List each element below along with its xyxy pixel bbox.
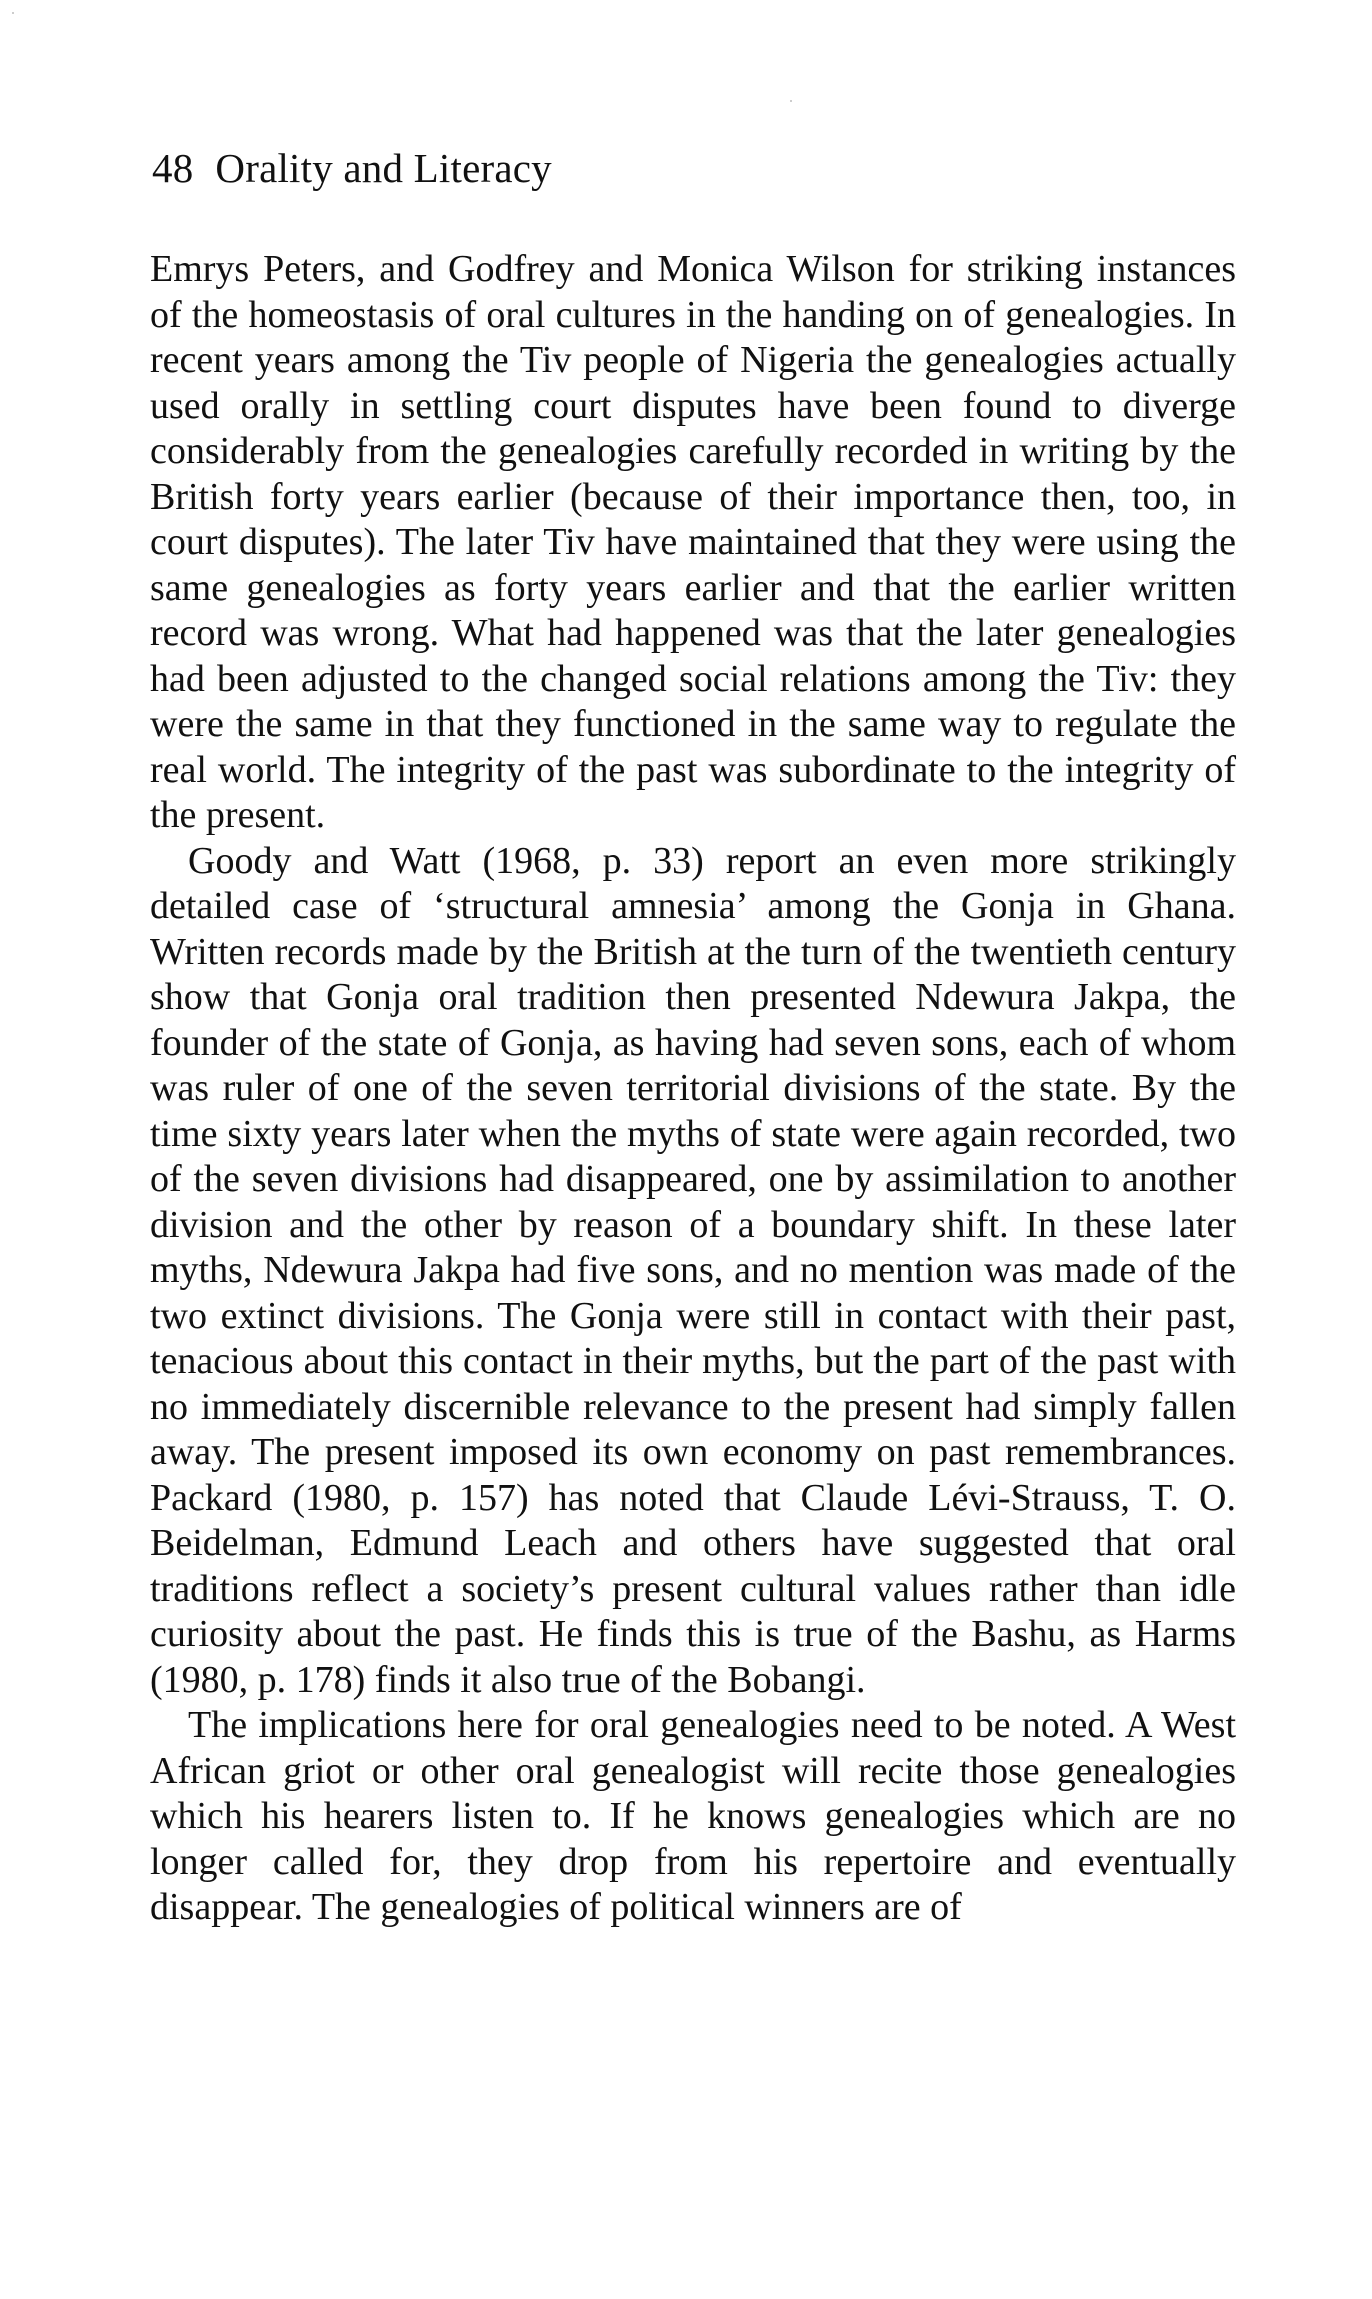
page-number: 48 bbox=[152, 145, 194, 191]
paragraph-3: The implications here for oral genealogies need to be noted. A West African griot or other oral genealogist will recite those genealogies which his hearers listen to. If he knows genealogies which are no longer called for, they drop from his repertoire and eventually disappear. The genealogies of political winners are of bbox=[150, 1704, 1236, 1928]
scan-speck bbox=[790, 100, 792, 102]
scan-speck bbox=[12, 12, 14, 14]
running-title: Orality and Literacy bbox=[215, 145, 552, 191]
paragraph-1: Emrys Peters, and Godfrey and Monica Wilson for striking instances of the homeostasis of oral cultures in the handing on of genealogies. In recent years among the Tiv people of Nigeria the genealogies actually used orally in settling court disputes have been found to diverge considerably from the genealogies carefully recorded in writing by the British forty years earlier (because of their importance then, too, in court disputes). The later Tiv have maintained that they were using the same genealogies as forty years earlier and that the earlier written record was wrong. What had happened was that the later genealogies had been adjusted to the changed social relations among the Tiv: they were the same in that they functioned in the same way to regulate the real world. The integrity of the past was subordinate to the integrity of the present. bbox=[150, 248, 1236, 836]
running-head bbox=[152, 145, 552, 191]
body-text bbox=[150, 247, 1236, 1931]
paragraph-2: Goody and Watt (1968, p. 33) report an even more strikingly detailed case of ‘structural amnesia’ among the Gonja in Ghana. Written records made by the British at the turn of the twentieth century show that Gonja oral tradition then presented Ndewura Jakpa, the founder of the state of Gonja, as having had seven sons, each of whom was ruler of one of the seven territorial divisions of the state. By the time sixty years later when the myths of state were again recorded, two of the seven divisions had disappeared, one by assimilation to another division and the other by reason of a boundary shift. In these later myths, Ndewura Jakpa had five sons, and no mention was made of the two extinct divisions. The Gonja were still in contact with their past, tenacious about this contact in their myths, but the part of the past with no immediately discernible relevance to the present had simply fallen away. The present imposed its own economy on past remembrances. Packard (1980, p. 157) has noted that Claude Lévi-Strauss, T. O. Beidelman, Edmund Leach and others have suggested that oral traditions reflect a society’s present cultural values rather than idle curiosity about the past. He finds this is true of the Bashu, as Harms (1980, p. 178) finds it also true of the Bobangi. bbox=[150, 839, 1236, 1701]
